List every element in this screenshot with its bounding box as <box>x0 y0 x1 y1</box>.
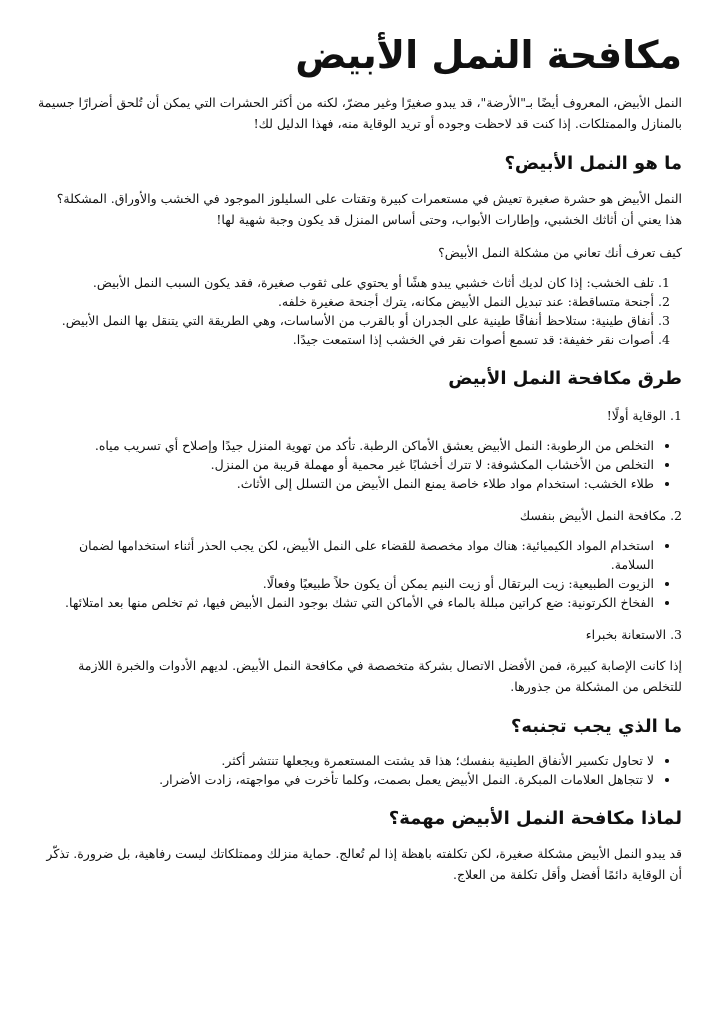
list-item: • الزيوت الطبيعية: زيت البرتقال أو زيت النيم يمكن أن يكون حلاً طبيعيًا وفعالًا. <box>38 574 654 593</box>
prevention-list <box>38 436 682 493</box>
signs-list <box>38 273 682 349</box>
prevention-title: 1. الوقاية أولًا! <box>606 408 682 423</box>
list-item: • طلاء الخشب: استخدام مواد طلاء خاصة يمنع النمل الأبيض من التسلل إلى الأثاث. <box>38 474 654 493</box>
page-title: مكافحة النمل الأبيض <box>295 33 682 77</box>
list-item: • لا تحاول تكسير الأنفاق الطينية بنفسك؛ هذا قد يشتت المستعمرة ويجعلها تنتشر أكثر. <box>38 751 654 770</box>
diy-title: 2. مكافحة النمل الأبيض بنفسك <box>519 508 682 523</box>
list-item: • التخلص من الرطوبة: النمل الأبيض يعشق الأماكن الرطبة. تأكد من تهوية المنزل جيدًا وإصلاح أي تسريب مياه. <box>38 436 654 455</box>
list-item: • استخدام المواد الكيميائية: هناك مواد مخصصة للقضاء على النمل الأبيض، لكن يجب الحذر أثناء استخدامها لضمان السلامة. <box>38 536 654 574</box>
why-paragraph: قد يبدو النمل الأبيض مشكلة صغيرة، لكن تكلفته باهظة إذا لم تُعالج. حماية منزلك وممتلكاتك ليست رفاهية، بل ضرورة. تذكّر أن الوقاية دائمًا أفضل وأقل تكلفة من العلاج. <box>46 846 682 882</box>
section-heading-methods: طرق مكافحة النمل الأبيض <box>448 368 682 389</box>
section-heading-what: ما هو النمل الأبيض؟ <box>504 153 682 174</box>
section-heading-why: لماذا مكافحة النمل الأبيض مهمة؟ <box>388 808 682 829</box>
list-item: • الفخاخ الكرتونية: ضع كراتين مبللة بالماء في الأماكن التي تشك بوجود النمل الأبيض فيها، ثم تخلص منها بعد امتلائها. <box>38 593 654 612</box>
list-item: 1. تلف الخشب: إذا كان لديك أثاث خشبي يبدو هشًا أو يحتوي على ثقوب صغيرة، فقد يكون السبب النمل الأبيض. <box>38 273 654 292</box>
what-paragraph: النمل الأبيض هو حشرة صغيرة تعيش في مستعمرات كبيرة وتقتات على السليلوز الموجود في الخشب والأوراق. المشكلة؟ هذا يعني أن أثاثك الخشبي، وإطارات الأبواب، وحتى أساس المنزل قد يكون وجبة شهية لها! <box>56 191 682 227</box>
signs-question: كيف تعرف أنك تعاني من مشكلة النمل الأبيض؟ <box>438 245 682 260</box>
list-item: 3. أنفاق طينية: ستلاحظ أنفاقًا طينية على الجدران أو بالقرب من الأساسات، وهي الطريقة التي يتنقل بها النمل الأبيض. <box>38 311 654 330</box>
diy-list <box>38 536 682 612</box>
list-item: 2. أجنحة متساقطة: عند تبديل النمل الأبيض مكانه، يترك أجنحة صغيرة خلفه. <box>38 292 654 311</box>
intro-paragraph: النمل الأبيض، المعروف أيضًا بـ"الأرضة"، قد يبدو صغيرًا وغير مضرّ، لكنه من أكثر الحشرات التي يمكن أن تُلحق أضرارًا جسيمة بالمنازل والممتلكات. إذا كنت قد لاحظت وجوده أو تريد الوقاية منه، فهذا الدليل لك! <box>37 95 682 131</box>
avoid-list <box>38 751 682 789</box>
experts-paragraph: إذا كانت الإصابة كبيرة، فمن الأفضل الاتصال بشركة متخصصة في مكافحة النمل الأبيض. لديهم الأدوات والخبرة اللازمة للتخلص من المشكلة من جذورها. <box>78 658 682 694</box>
list-item: 4. أصوات نقر خفيفة: قد تسمع أصوات نقر في الخشب إذا استمعت جيدًا. <box>38 330 654 349</box>
experts-title: 3. الاستعانة بخبراء <box>585 627 682 642</box>
list-item: • التخلص من الأخشاب المكشوفة: لا تترك أخشابًا غير محمية أو مهملة قريبة من المنزل. <box>38 455 654 474</box>
section-heading-avoid: ما الذي يجب تجنبه؟ <box>510 716 682 737</box>
list-item: • لا تتجاهل العلامات المبكرة. النمل الأبيض يعمل بصمت، وكلما تأخرت في مواجهته، زادت الأضرار. <box>38 770 654 789</box>
